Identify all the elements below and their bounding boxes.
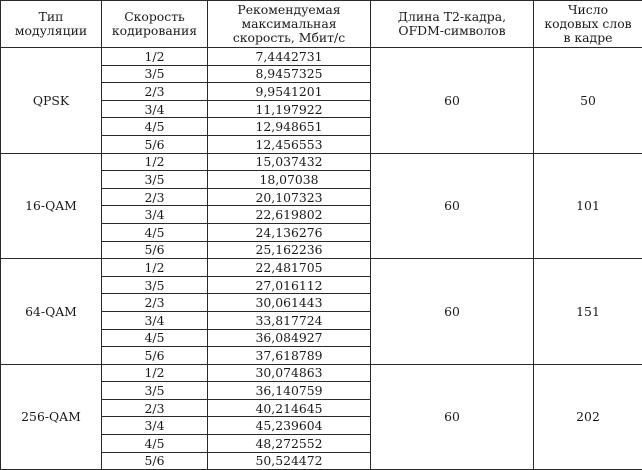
max-speed-cell: 27,016112: [208, 276, 371, 294]
code-rate-cell: 1/2: [102, 259, 208, 277]
max-speed-cell: 24,136276: [208, 223, 371, 241]
code-rate-cell: 3/4: [102, 206, 208, 224]
max-speed-cell: 12,456553: [208, 135, 371, 153]
header-line: OFDM-символов: [371, 24, 533, 38]
table-body: [1, 48, 642, 470]
code-rate-cell: 3/4: [102, 100, 208, 118]
code-rate-cell: 1/2: [102, 364, 208, 382]
max-speed-cell: 25,162236: [208, 241, 371, 259]
header-code-rate: [102, 1, 208, 48]
max-speed-cell: 20,107323: [208, 188, 371, 206]
modulation-cell: 16-QAM: [1, 153, 102, 259]
code-rate-cell: 3/5: [102, 382, 208, 400]
max-speed-cell: 30,061443: [208, 294, 371, 312]
code-rate-cell: 3/5: [102, 65, 208, 83]
header-frame-length: [371, 1, 534, 48]
codewords-cell: 50: [534, 48, 642, 154]
code-rate-cell: 4/5: [102, 329, 208, 347]
header-line: кодовых слов: [534, 17, 642, 31]
table-row: [1, 153, 642, 171]
code-rate-cell: 2/3: [102, 188, 208, 206]
code-rate-cell: 2/3: [102, 294, 208, 312]
max-speed-cell: 33,817724: [208, 311, 371, 329]
code-rate-cell: 3/4: [102, 417, 208, 435]
code-rate-cell: 5/6: [102, 347, 208, 365]
max-speed-cell: 12,948651: [208, 118, 371, 136]
code-rate-cell: 2/3: [102, 83, 208, 101]
header-max-speed: [208, 1, 371, 48]
max-speed-cell: 22,481705: [208, 259, 371, 277]
code-rate-cell: 4/5: [102, 118, 208, 136]
max-speed-cell: 11,197922: [208, 100, 371, 118]
codewords-cell: 151: [534, 259, 642, 365]
max-speed-cell: 7,4442731: [208, 48, 371, 66]
max-speed-cell: 40,214645: [208, 399, 371, 417]
max-speed-cell: 36,140759: [208, 382, 371, 400]
max-speed-cell: 9,9541201: [208, 83, 371, 101]
table-row: [1, 48, 642, 66]
codewords-cell: 202: [534, 364, 642, 470]
header-modulation-type: [1, 1, 102, 48]
header-line: скорость, Мбит/с: [208, 31, 370, 45]
code-rate-cell: 3/4: [102, 311, 208, 329]
code-rate-cell: 3/5: [102, 171, 208, 189]
header-row: [1, 1, 642, 48]
code-rate-cell: 5/6: [102, 241, 208, 259]
header-line: Длина Т2-кадра,: [371, 10, 533, 24]
frame-length-cell: 60: [371, 48, 534, 154]
max-speed-cell: 8,9457325: [208, 65, 371, 83]
code-rate-cell: 2/3: [102, 399, 208, 417]
max-speed-cell: 18,07038: [208, 171, 371, 189]
header-line: максимальная: [208, 17, 370, 31]
code-rate-cell: 5/6: [102, 135, 208, 153]
code-rate-cell: 4/5: [102, 223, 208, 241]
header-line: Скорость: [102, 10, 207, 24]
code-rate-cell: 4/5: [102, 435, 208, 453]
table-header: [1, 1, 642, 48]
modulation-cell: 64-QAM: [1, 259, 102, 365]
code-rate-cell: 1/2: [102, 153, 208, 171]
code-rate-cell: 1/2: [102, 48, 208, 66]
max-speed-cell: 36,084927: [208, 329, 371, 347]
header-line: в кадре: [534, 31, 642, 45]
modulation-cell: 256-QAM: [1, 364, 102, 470]
frame-length-cell: 60: [371, 364, 534, 470]
max-speed-cell: 30,074863: [208, 364, 371, 382]
frame-length-cell: 60: [371, 259, 534, 365]
table-row: [1, 259, 642, 277]
header-codewords: [534, 1, 642, 48]
header-line: Число: [534, 3, 642, 17]
header-line: Тип: [1, 10, 101, 24]
header-line: модуляции: [1, 24, 101, 38]
max-speed-cell: 15,037432: [208, 153, 371, 171]
table-row: [1, 364, 642, 382]
max-speed-cell: 22,619802: [208, 206, 371, 224]
max-speed-cell: 45,239604: [208, 417, 371, 435]
frame-length-cell: 60: [371, 153, 534, 259]
codewords-cell: 101: [534, 153, 642, 259]
code-rate-cell: 5/6: [102, 452, 208, 470]
max-speed-cell: 37,618789: [208, 347, 371, 365]
max-speed-cell: 50,524472: [208, 452, 371, 470]
header-line: кодирования: [102, 24, 207, 38]
modulation-cell: QPSK: [1, 48, 102, 154]
code-rate-cell: 3/5: [102, 276, 208, 294]
header-line: Рекомендуемая: [208, 3, 370, 17]
max-speed-cell: 48,272552: [208, 435, 371, 453]
